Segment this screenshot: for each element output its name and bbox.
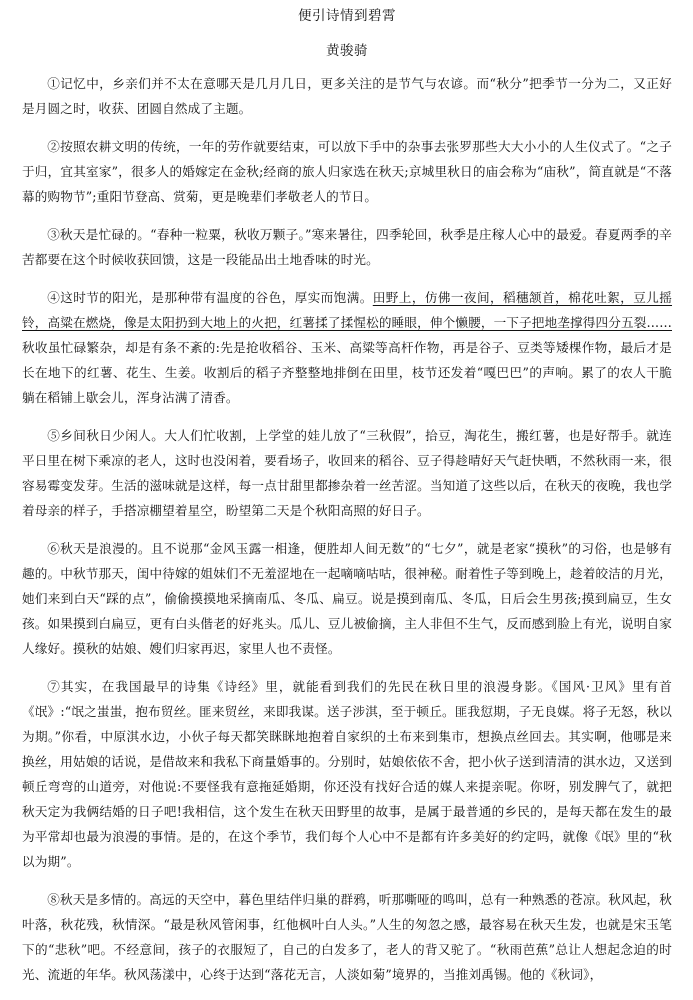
paragraph-4-underlined-passage: 田野上，仿佛一夜间，稻穗颔首，棉花吐絮，豆儿摇铃，高粱在燃烧，像是太阳扔到大地上的火把，红薯揉了揉惺松的睡眼，伸个懒腰，一下子把地垄撑得四分五裂……	[22, 290, 673, 330]
paragraph-3: ③秋天是忙碌的。“春种一粒粟，秋收万颗子。”寒来暑往，四季轮回，秋季是庄稼人心中的最爱。春夏两季的辛苦都要在这个时候收获回馈，这是一段能品出土地香味的时光。	[22, 227, 672, 267]
paragraph-7: ⑦其实，在我国最早的诗集《诗经》里，就能看到我们的先民在秋日里的浪漫身影。《国风·卫风》里有首《氓》:“氓之蚩蚩，抱布贸丝。匪来贸丝，来即我谋。送子涉淇，至于顿丘。匪我愆期，子无良媒。将子无怒，秋以为期。”你看，中原淇水边，小伙子每天都笑眯眯地抱着自家织的土布来到集市，想换点丝回去。其实啊，他哪是来换丝，用姑娘的话说，是借故来和我私下商量婚事的。分别时，姑娘依依不舍，把小伙子送到清清的淇水边，又送到顿丘弯弯的山道旁，对他说:不要怪我有意拖延婚期，你还没有找好合适的媒人来提亲呢。你呀，别发脾气了，就把秋天定为我俩结婚的日子吧!我相信，这个发生在秋天田野里的故事，是属于最普通的乡民的，是每天都在发生的最为平常却也最为浪漫的事情。是的，在这个季节，我们每个人心中不是都有许多美好的约定吗，就像《氓》里的“秋以为期”。	[22, 679, 672, 869]
paragraph-4-intro: ④这时节的阳光，是那种带有温度的谷色，厚实而饱满。	[47, 290, 373, 305]
paragraph-6: ⑥秋天是浪漫的。且不说那“金风玉露一相逢，便胜却人间无数”的“七夕”，就是老家“摸秋”的习俗，也是够有趣的。中秋节那天，闺中待嫁的姐妹们不无羞涩地在一起嘀嘀咕咕，很神秘。耐着性子等到晚上，趁着皎洁的月光，她们来到白天“踩的点”，偷偷摸摸地采摘南瓜、冬瓜、扁豆。说是摸到南瓜、冬瓜，日后会生男孩;摸到扁豆，生女孩。如果摸到白扁豆，更有白头偕老的好兆头。瓜儿、豆儿被偷摘，主人非但不生气，反而感到脸上有光，说明自家人缘好。摸秋的姑娘、嫂们归家再迟，家里人也不责怪。	[22, 541, 672, 656]
paragraph-4	[22, 285, 672, 410]
paragraph-4-rest: 秋收虽忙碌繁杂，却是有条不紊的:先是抢收稻谷、玉米、高粱等高杆作物，再是谷子、豆类等矮棵作物，最后才是长在地下的红薯、花生、生姜。收割后的稻子齐整整地排倒在田里，枝节还发着“嘎巴巴”的声响。累了的农人干脆躺在稻铺上歇会儿，浑身沾满了清香。	[22, 340, 672, 405]
paragraph-8: ⑧秋天是多情的。高远的天空中，暮色里结伴归巢的群鸦，听那嘶哑的鸣叫，总有一种熟悉的苍凉。秋风起，秋叶落，秋花残，秋情深。“最是秋风管闲事，红他枫叶白人头。”人生的匆忽之感，最容易在秋天生发，也就是宋玉笔下的“悲秋”吧。不经意间，孩子的衣服短了，自己的白发多了，老人的背又驼了。“秋雨芭蕉”总让人想起念迫的时光、流逝的年华。秋风荡漾中，心终于达到“落花无言，人淡如菊”境界的，当推刘禹锡。他的《秋词》，	[22, 892, 672, 982]
article-author: 黄骏骑	[326, 43, 368, 59]
article	[22, 6, 672, 1000]
article-title: 便引诗情到碧霄	[298, 8, 396, 24]
paragraph-2: ②按照农耕文明的传统，一年的劳作就要结束，可以放下手中的杂事去张罗那些大大小小的人生仪式了。“之子于归，宜其室家”，很多人的婚嫁定在金秋;经商的旅人归家选在秋天;京城里秋日的庙会称为“庙秋”，简直就是“不落幕的购物节”;重阳节登高、赏菊，更是晚辈们孝敬老人的节日。	[22, 139, 672, 204]
paragraph-5: ⑤乡间秋日少闲人。大人们忙收割，上学堂的娃儿放了“三秋假”，拾豆，淘花生，搬红薯，也是好帮手。就连平日里在树下乘凉的老人，这时也没闲着，要看场子，收回来的稻谷、豆子得趁晴好天气赶快晒，不然秋雨一来，很容易霉变发芽。生活的滋味就是这样，每一点甘甜里都掺杂着一丝苦涩。当知道了这些以后，在秋天的夜晚，我也学着母亲的样子，手搭凉棚望着星空，盼望第二天是个秋阳高照的好日子。	[22, 428, 672, 518]
paragraph-1: ①记忆中，乡亲们并不太在意哪天是几月几日，更多关注的是节气与农谚。而“秋分”把季节一分为二，又正好是月圆之时，收获、团圆自然成了主题。	[22, 76, 672, 116]
